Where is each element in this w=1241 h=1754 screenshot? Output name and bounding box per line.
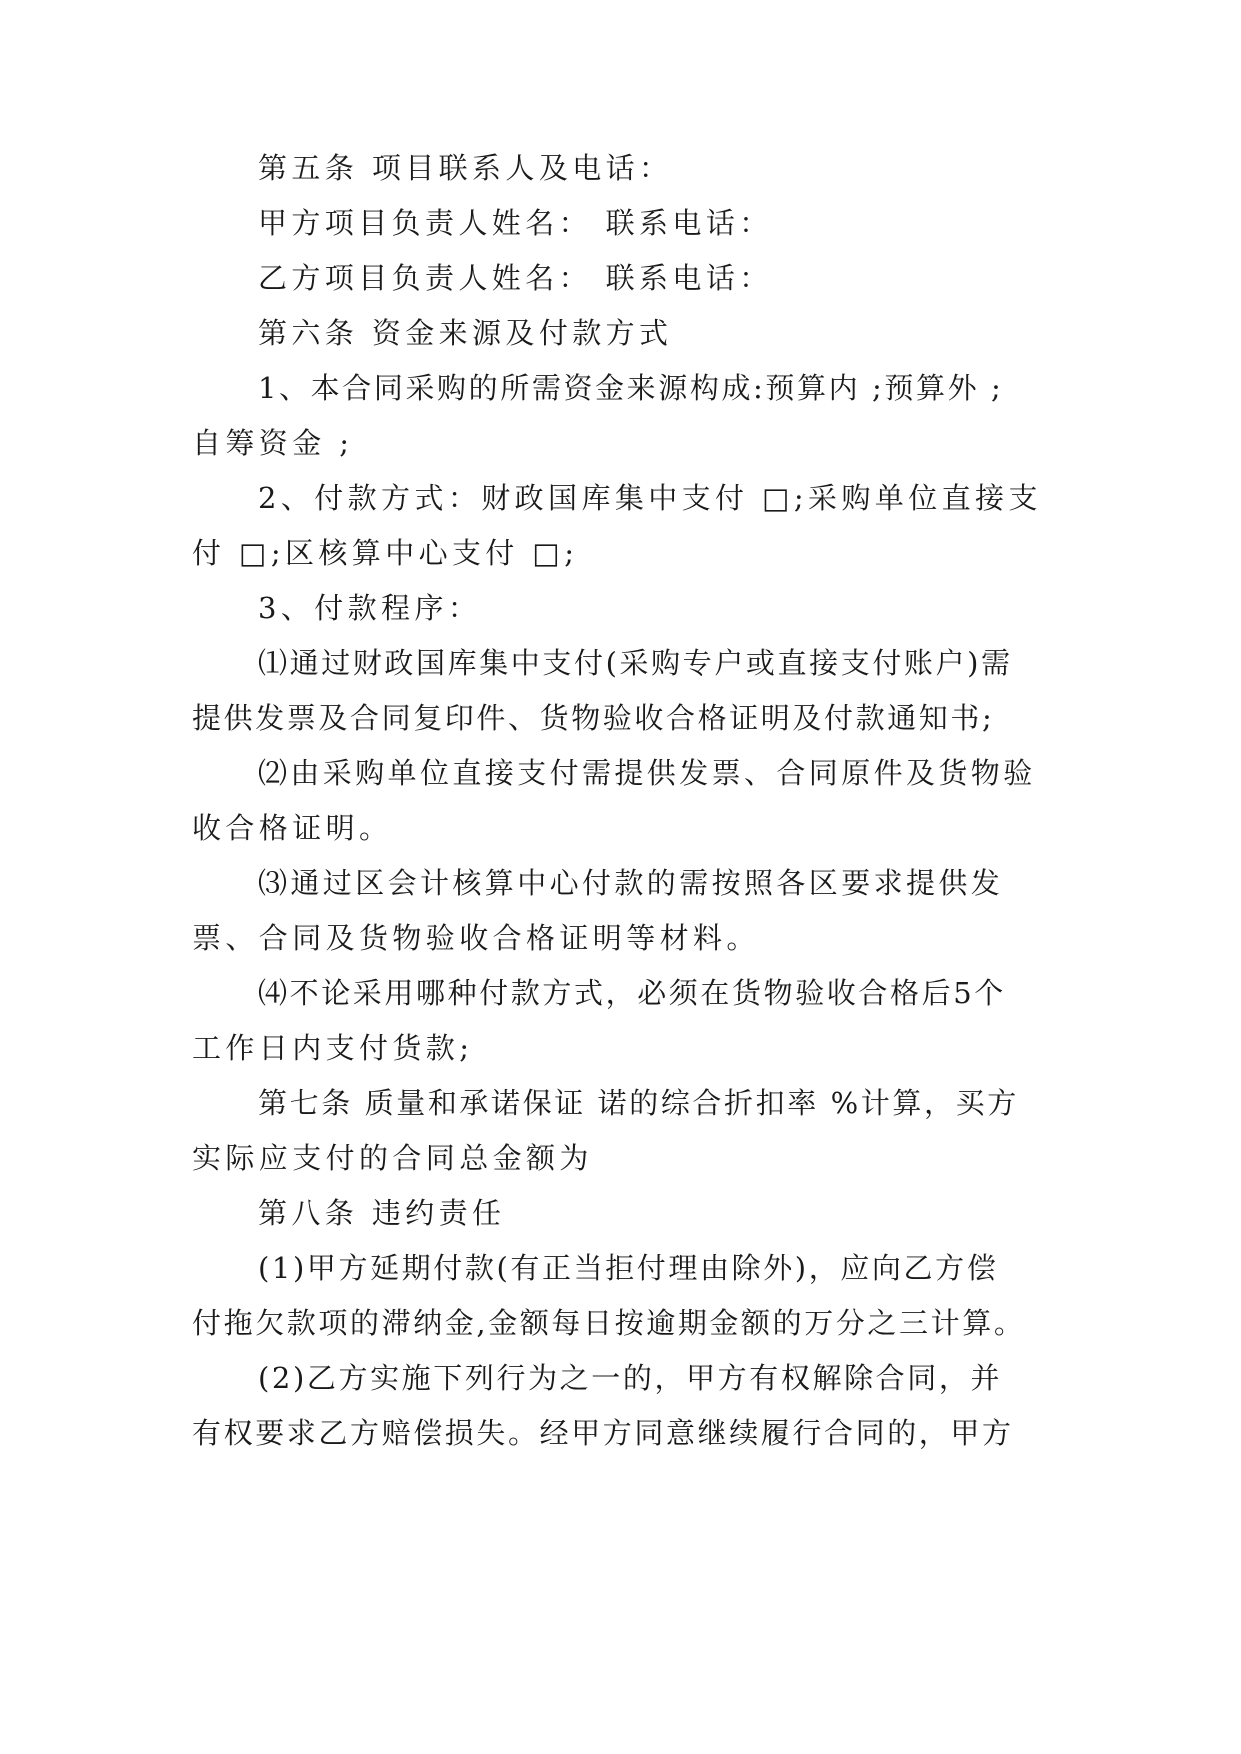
party-a-contact-line: 甲方项目负责人姓名： 联系电话： <box>258 206 773 240</box>
article-7-heading: 第七条 质量和承诺保证 诺的综合折扣率 %计算，买方 <box>258 1086 1019 1120</box>
procedure-item-4-cont: 工作日内支付货款; <box>192 1031 474 1065</box>
funding-source-line-cont: 自筹资金 ; <box>192 426 354 460</box>
procedure-item-4: ⑷不论采用哪种付款方式，必须在货物验收合格后5个 <box>258 976 1006 1010</box>
liability-item-1-cont: 付拖欠款项的滞纳金,金额每日按逾期金额的万分之三计算。 <box>192 1306 1026 1340</box>
liability-item-2-cont: 有权要求乙方赔偿损失。经甲方同意继续履行合同的，甲方 <box>192 1416 1014 1450</box>
payment-method-line: 2、付款方式：财政国库集中支付 □;采购单位直接支 <box>258 481 1042 515</box>
procedure-item-3-cont: 票、合同及货物验收合格证明等材料。 <box>192 921 760 955</box>
procedure-item-3: ⑶通过区会计核算中心付款的需按照各区要求提供发 <box>258 866 1004 900</box>
article-5-heading: 第五条 项目联系人及电话： <box>258 151 673 185</box>
procedure-item-1: ⑴通过财政国库集中支付(采购专户或直接支付账户)需 <box>258 646 1013 680</box>
procedure-item-2-cont: 收合格证明。 <box>192 811 393 845</box>
article-8-heading: 第八条 违约责任 <box>258 1196 506 1230</box>
payment-method-line-cont: 付 □;区核算中心支付 □; <box>192 536 579 570</box>
article-7-cont: 实际应支付的合同总金额为 <box>192 1141 593 1175</box>
party-b-contact-line: 乙方项目负责人姓名： 联系电话： <box>258 261 773 295</box>
payment-procedure-heading: 3、付款程序： <box>258 591 482 625</box>
procedure-item-2: ⑵由采购单位直接支付需提供发票、合同原件及货物验 <box>258 756 1036 790</box>
procedure-item-1-cont: 提供发票及合同复印件、货物验收合格证明及付款通知书; <box>192 701 995 735</box>
funding-source-line: 1、本合同采购的所需资金来源构成:预算内 ;预算外 ; <box>258 371 1004 405</box>
liability-item-2: (2)乙方实施下列行为之一的，甲方有权解除合同，并 <box>258 1361 1003 1395</box>
liability-item-1: (1)甲方延期付款(有正当拒付理由除外)，应向乙方偿 <box>258 1251 999 1285</box>
article-6-heading: 第六条 资金来源及付款方式 <box>258 316 673 350</box>
